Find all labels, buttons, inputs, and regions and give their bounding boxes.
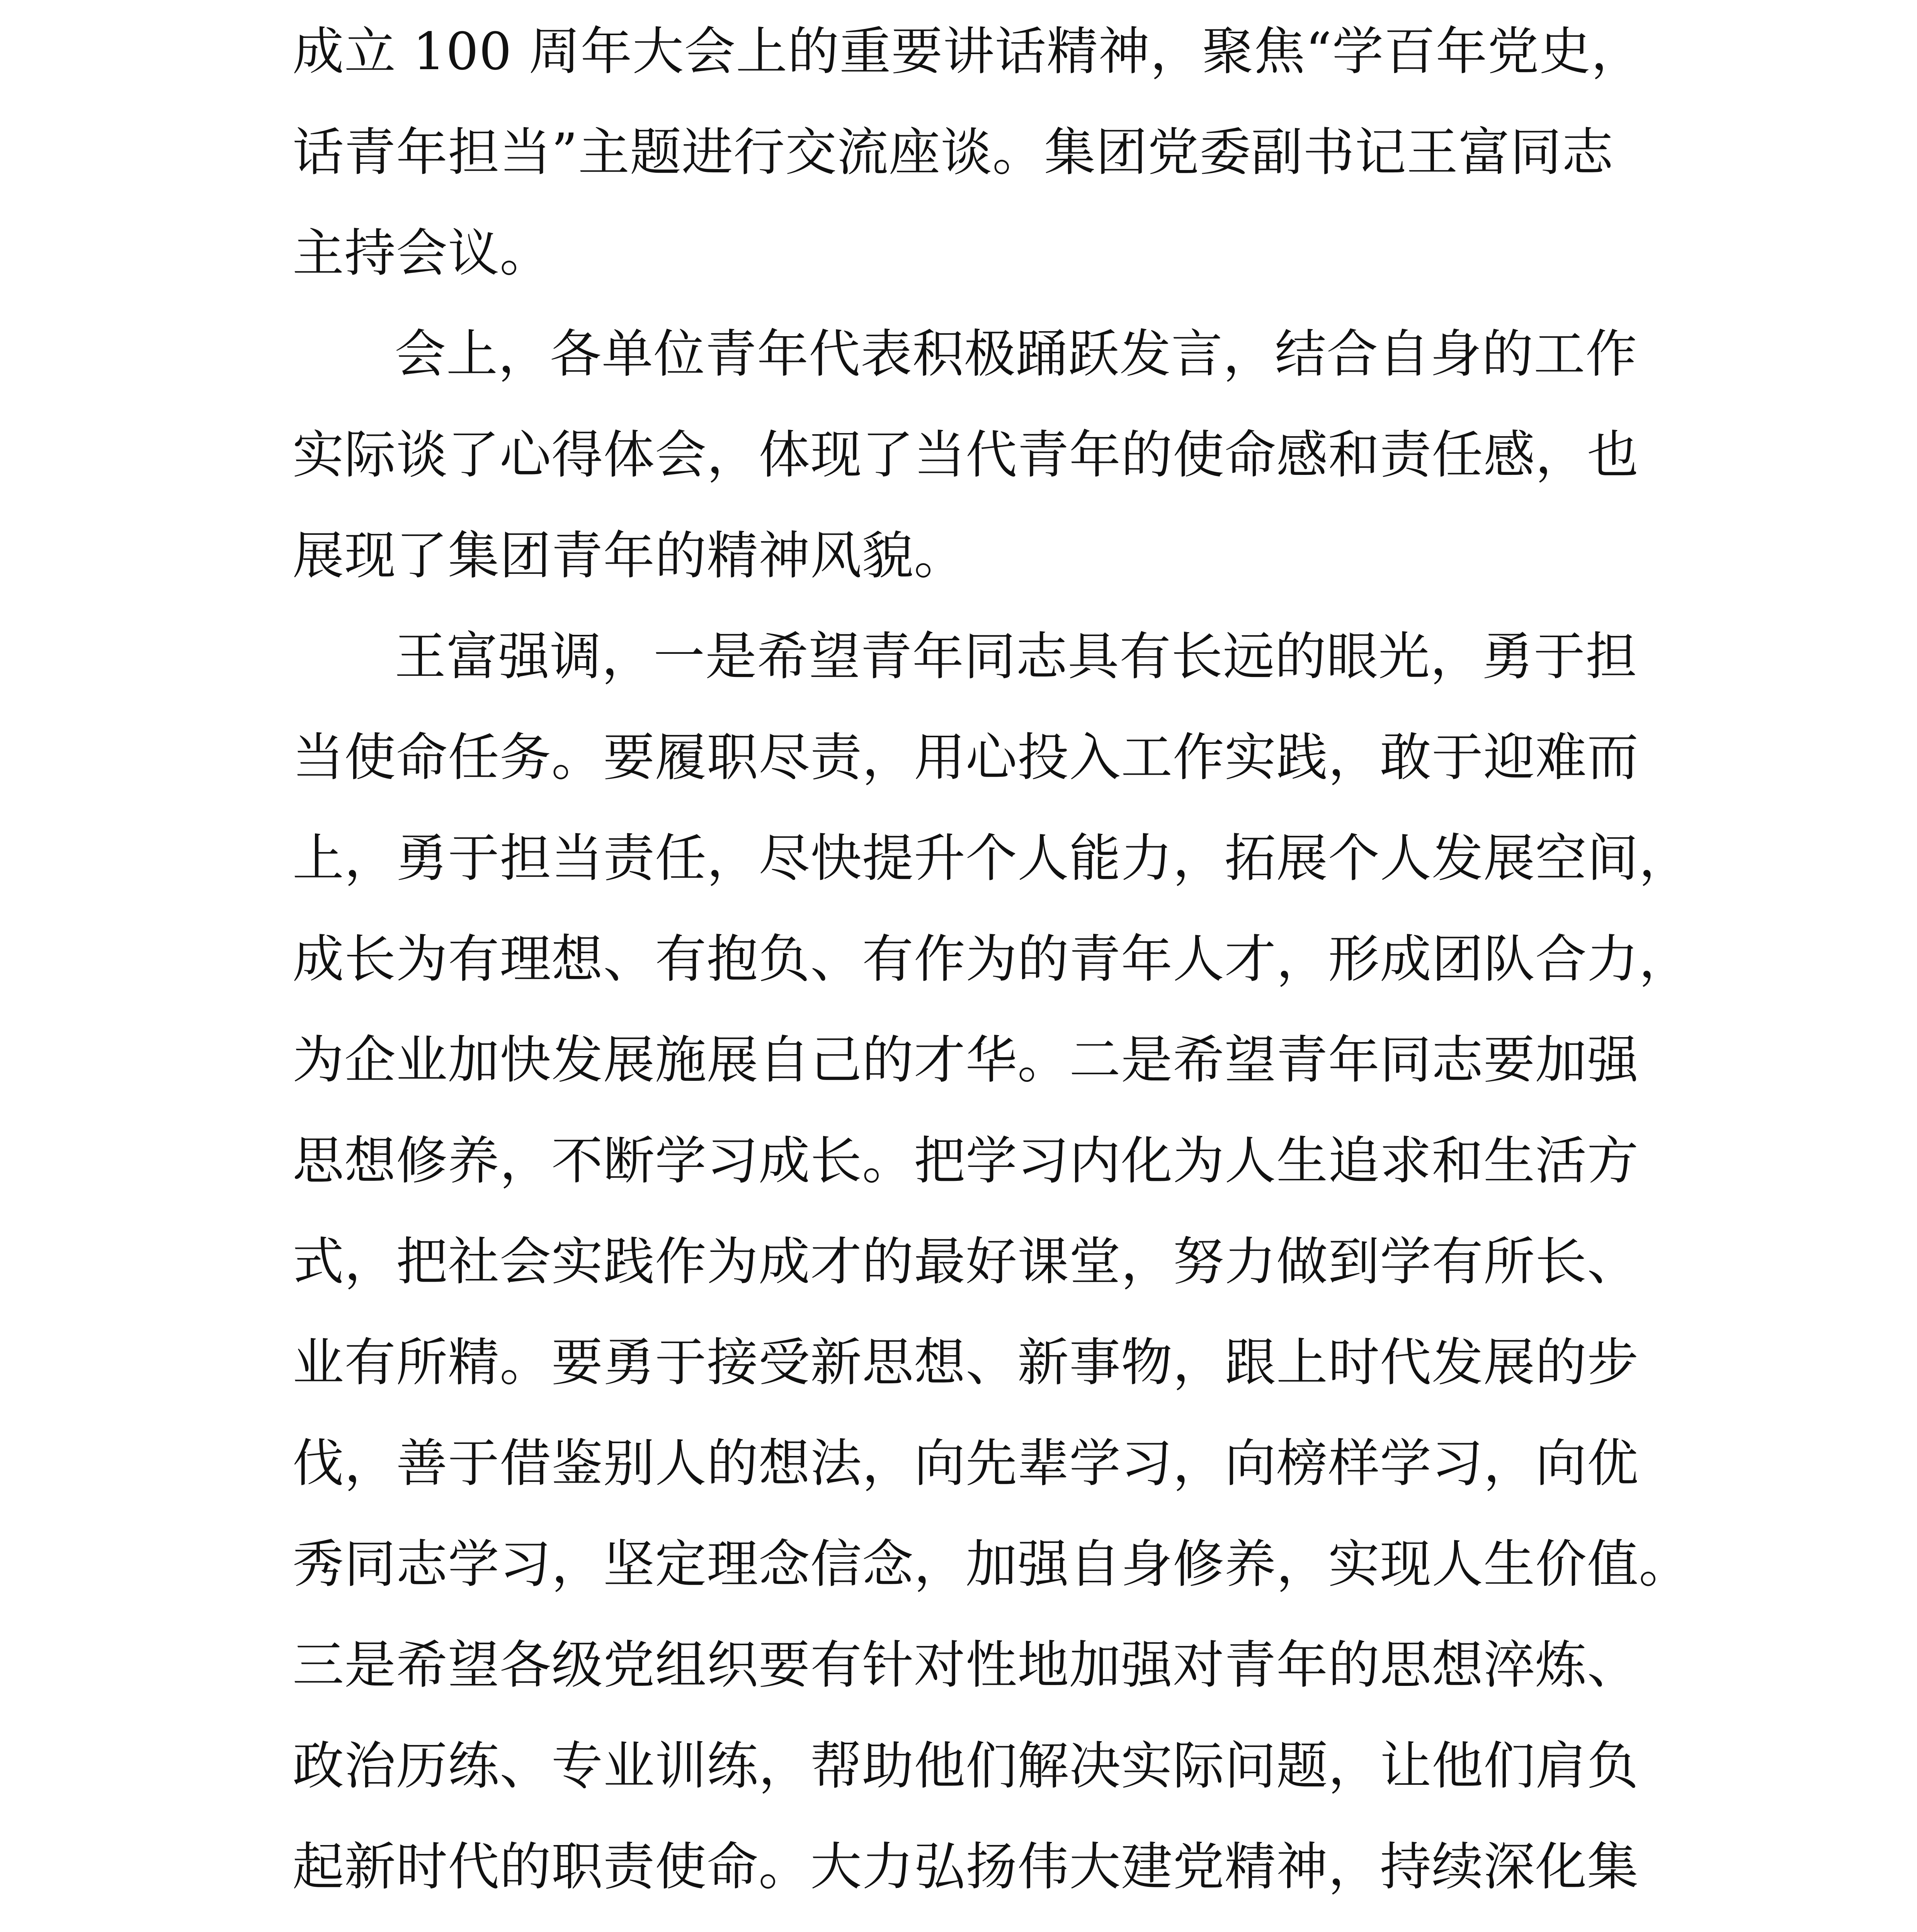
text-line: 三是希望各级党组织要有针对性地加强对青年的思想淬炼、 [293,1636,1639,1695]
text-line: 起新时代的职责使命。大力弘扬伟大建党精神，持续深化集 [293,1837,1639,1897]
text-line: 成立 100 周年大会上的重要讲话精神，聚焦“学百年党史， [293,22,1643,82]
text-line: 伐，善于借鉴别人的想法，向先辈学习，向榜样学习，向优 [293,1434,1639,1493]
text-line: 式，把社会实践作为成才的最好课堂，努力做到学有所长、 [293,1232,1639,1292]
paragraph-first-line: 王富强调，一是希望青年同志具有长远的眼光，勇于担 [395,627,1637,687]
text-line: 业有所精。要勇于接受新思想、新事物，跟上时代发展的步 [293,1333,1639,1393]
text-line: 秀同志学习，坚定理念信念，加强自身修养，实现人生价值。 [293,1535,1691,1594]
text-line: 实际谈了心得体会，体现了当代青年的使命感和责任感，也 [293,425,1639,485]
text-line: 为企业加快发展施展自己的才华。二是希望青年同志要加强 [293,1031,1639,1090]
text-line: 展现了集团青年的精神风貌。 [293,526,966,586]
text-line: 当使命任务。要履职尽责，用心投入工作实践，敢于迎难而 [293,728,1639,787]
text-line: 成长为有理想、有抱负、有作为的青年人才，形成团队合力， [293,930,1691,989]
text-line: 思想修养，不断学习成长。把学习内化为人生追求和生活方 [293,1131,1639,1191]
text-line: 上，勇于担当责任，尽快提升个人能力，拓展个人发展空间， [293,829,1691,888]
paragraph-first-line: 会上，各单位青年代表积极踊跃发言，结合自身的工作 [395,325,1637,384]
text-line: 政治历练、专业训练，帮助他们解决实际问题，让他们肩负 [293,1736,1639,1796]
text-line: 话青年担当”主题进行交流座谈。集团党委副书记王富同志 [293,123,1614,182]
text-line: 主持会议。 [293,224,551,283]
